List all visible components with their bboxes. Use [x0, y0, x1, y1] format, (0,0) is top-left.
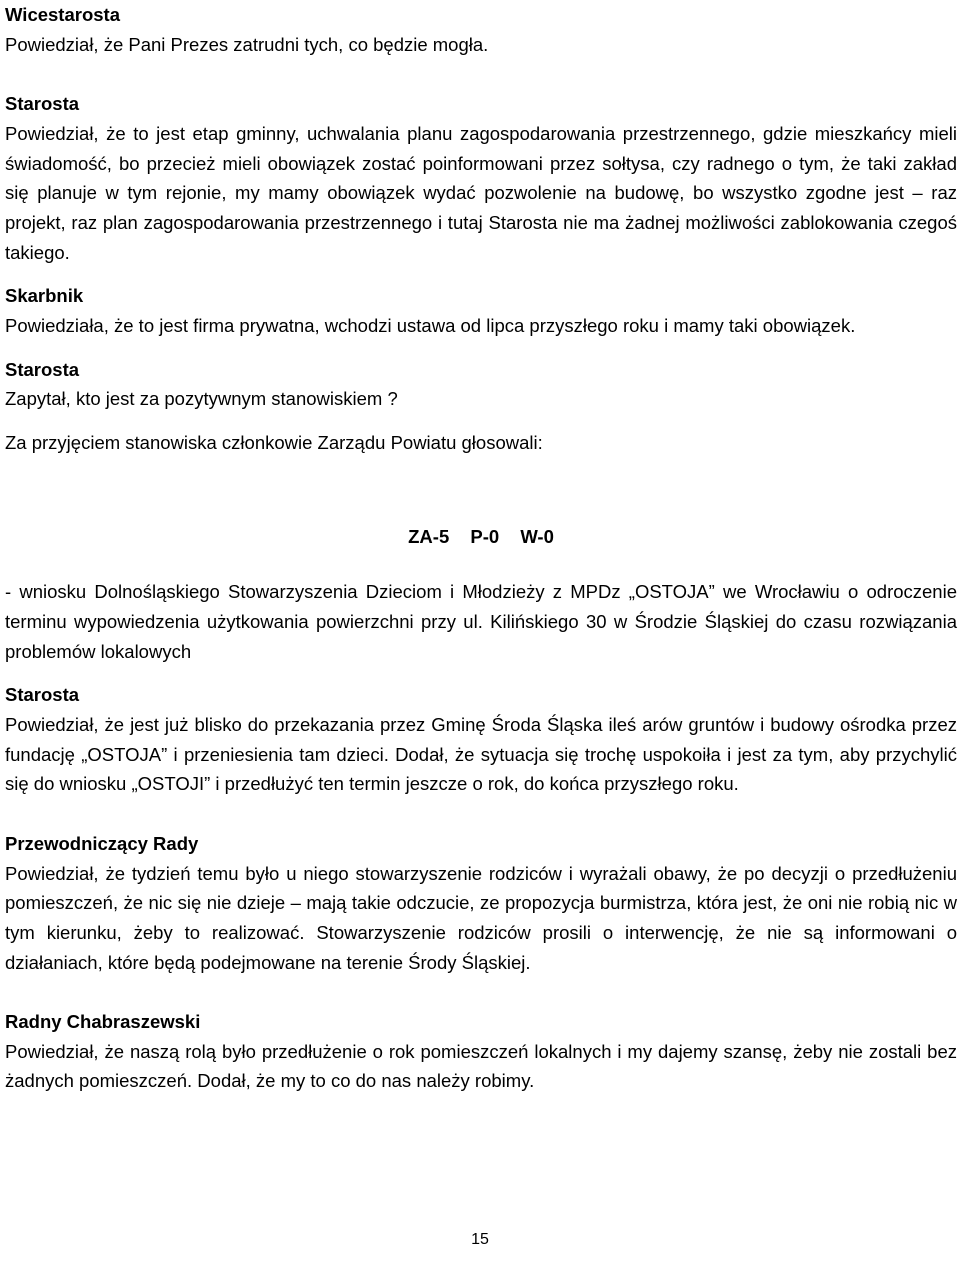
speaker-name: Starosta: [5, 93, 80, 115]
vote-intro: Za przyjęciem stanowiska członkowie Zarządu Powiatu głosowali:: [5, 432, 543, 454]
document-page: [5, 0, 957, 1096]
speaker-name: Radny Chabraszewski: [5, 1011, 201, 1033]
speaker-text: Powiedziała, że to jest firma prywatna, wchodzi ustawa od lipca przyszłego roku i mamy taki obowiązek.: [5, 315, 856, 337]
vote-za: ZA-5: [408, 525, 450, 547]
speaker-name: Skarbnik: [5, 285, 84, 307]
speaker-name: Wicestarosta: [5, 4, 120, 25]
speaker-text: Powiedział, że Pani Prezes zatrudni tych, co będzie mogła.: [5, 33, 489, 55]
page-number: 15: [471, 1231, 489, 1248]
speaker-name: Przewodniczący Rady: [5, 832, 199, 854]
vote-wstrzymal: W-0: [520, 525, 554, 547]
speaker-text: Zapytał, kto jest za pozytywnym stanowiskiem ?: [5, 388, 398, 410]
speaker-block-5: [5, 680, 957, 799]
speaker-block-4: [5, 355, 957, 414]
vote-result: [5, 522, 957, 552]
speaker-text: Powiedział, że jest już blisko do przekazania przez Gminę Środa Śląska ileś arów gruntów i budowy ośrodka przez fundację „OSTOJA” i przeniesienia tam dzieci. Dodał, że sytuacja się trochę uspokoiła i jest za tym, aby przychylić się do wniosku „OSTOJI” i przedłużyć ten termin jeszcze o rok, do końca przyszłego roku.: [5, 714, 957, 795]
speaker-block-2: [5, 89, 957, 267]
speaker-block-7: [5, 1007, 957, 1096]
speaker-name: Starosta: [5, 684, 80, 706]
speaker-text: Powiedział, że to jest etap gminny, uchwalania planu zagospodarowania przestrzennego, gdzie mieszkańcy mieli świadomość, bo przecież mieli obowiązek zostać poinformowani przez sołtysa, czy radnego o tym, że taki zakład się planuje w tym rejonie, my mamy obowiązek wydać pozwolenie na budowę, bo wszystko zgodne jest – raz projekt, raz plan zagospodarowania przestrzennego i tutaj Starosta nie ma żadnej możliwości zablokowania czegoś takiego.: [5, 122, 957, 263]
vote-przeciw: P-0: [470, 525, 500, 547]
speaker-name: Starosta: [5, 358, 80, 380]
speaker-block-3: [5, 281, 957, 340]
speaker-block-6: [5, 829, 957, 978]
motion-text: - wniosku Dolnośląskiego Stowarzyszenia Dzieciom i Młodzieży z MPDz „OSTOJA” we Wrocławiu o odroczenie terminu wypowiedzenia użytkowania powierzchni przy ul. Kilińskiego 30 w Środzie Śląskiej do czasu rozwiązania problemów lokalowych: [5, 581, 957, 662]
speaker-text: Powiedział, że tydzień temu było u niego stowarzyszenie rodziców i wyrażali obawy, że po decyzji o przedłużeniu pomieszczeń, że nic się nie dzieje – mają takie odczucie, ze propozycja burmistrza, która jest, że oni nie robią nic w tym kierunku, żeby to realizować. Stowarzyszenie rodziców prosili o interwencję, że nie są informowani o działaniach, które będą podejmowane na terenie Środy Śląskiej.: [5, 862, 957, 973]
speaker-block-1: [5, 0, 957, 59]
speaker-text: Powiedział, że naszą rolą było przedłużenie o rok pomieszczeń lokalnych i my dajemy szansę, żeby nie zostali bez żadnych pomieszczeń. Dodał, że my to co do nas należy robimy.: [5, 1040, 957, 1092]
